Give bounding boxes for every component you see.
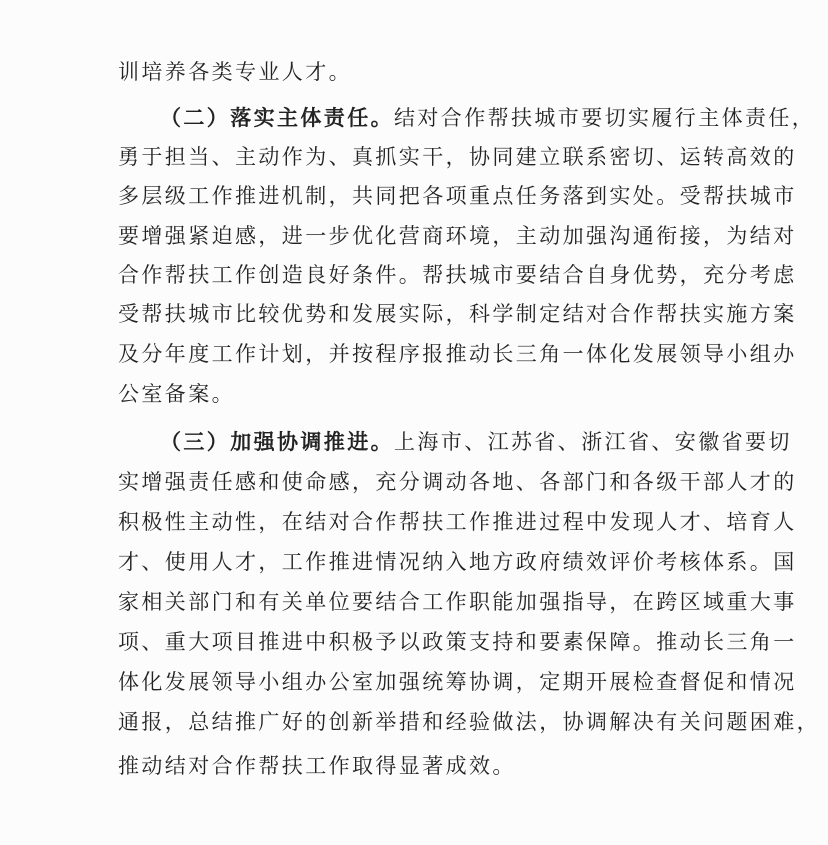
text-line: 受帮扶城市比较优势和发展实际，科学制定结对合作帮扶实施方案 xyxy=(118,302,797,326)
text-line: 实增强责任感和使命感，充分调动各地、各部门和各级干部人才的 xyxy=(118,470,797,494)
section-heading: （二）落实主体责任。 xyxy=(160,106,394,130)
text-line: 公室备案。 xyxy=(118,382,235,406)
text-line: 体化发展领导小组办公室加强统筹协调，定期开展检查督促和情况 xyxy=(118,670,797,694)
text-line: 训培养各类专业人才。 xyxy=(118,60,352,84)
section-heading: （三）加强协调推进。 xyxy=(160,430,394,454)
section-heading-line: （三）加强协调推进。上海市、江苏省、浙江省、安徽省要切 xyxy=(160,430,792,454)
text-line: 家相关部门和有关单位要结合工作职能加强指导，在跨区域重大事 xyxy=(118,590,797,614)
text-line: 才、使用人才，工作推进情况纳入地方政府绩效评价考核体系。国 xyxy=(118,550,797,574)
text-line: 推动结对合作帮扶工作取得显著成效。 xyxy=(118,754,516,778)
section-heading-line: （二）落实主体责任。结对合作帮扶城市要切实履行主体责任， xyxy=(160,106,816,130)
text-line: 及分年度工作计划，并按程序报推动长三角一体化发展领导小组办 xyxy=(118,342,797,366)
text-line: 多层级工作推进机制，共同把各项重点任务落到实处。受帮扶城市 xyxy=(118,184,797,208)
text-line: 勇于担当、主动作为、真抓实干，协同建立联系密切、运转高效的 xyxy=(118,145,797,169)
text-line: 积极性主动性，在结对合作帮扶工作推进过程中发现人才、培育人 xyxy=(118,510,797,534)
text-line: 通报，总结推广好的创新举措和经验做法，协调解决有关问题困难， xyxy=(118,710,820,734)
text-line: 要增强紧迫感，进一步优化营商环境，主动加强沟通衔接，为结对 xyxy=(118,224,797,248)
text-line: 合作帮扶工作创造良好条件。帮扶城市要结合自身优势，充分考虑 xyxy=(118,263,797,287)
text-line: 项、重大项目推进中积极予以政策支持和要素保障。推动长三角一 xyxy=(118,630,797,654)
